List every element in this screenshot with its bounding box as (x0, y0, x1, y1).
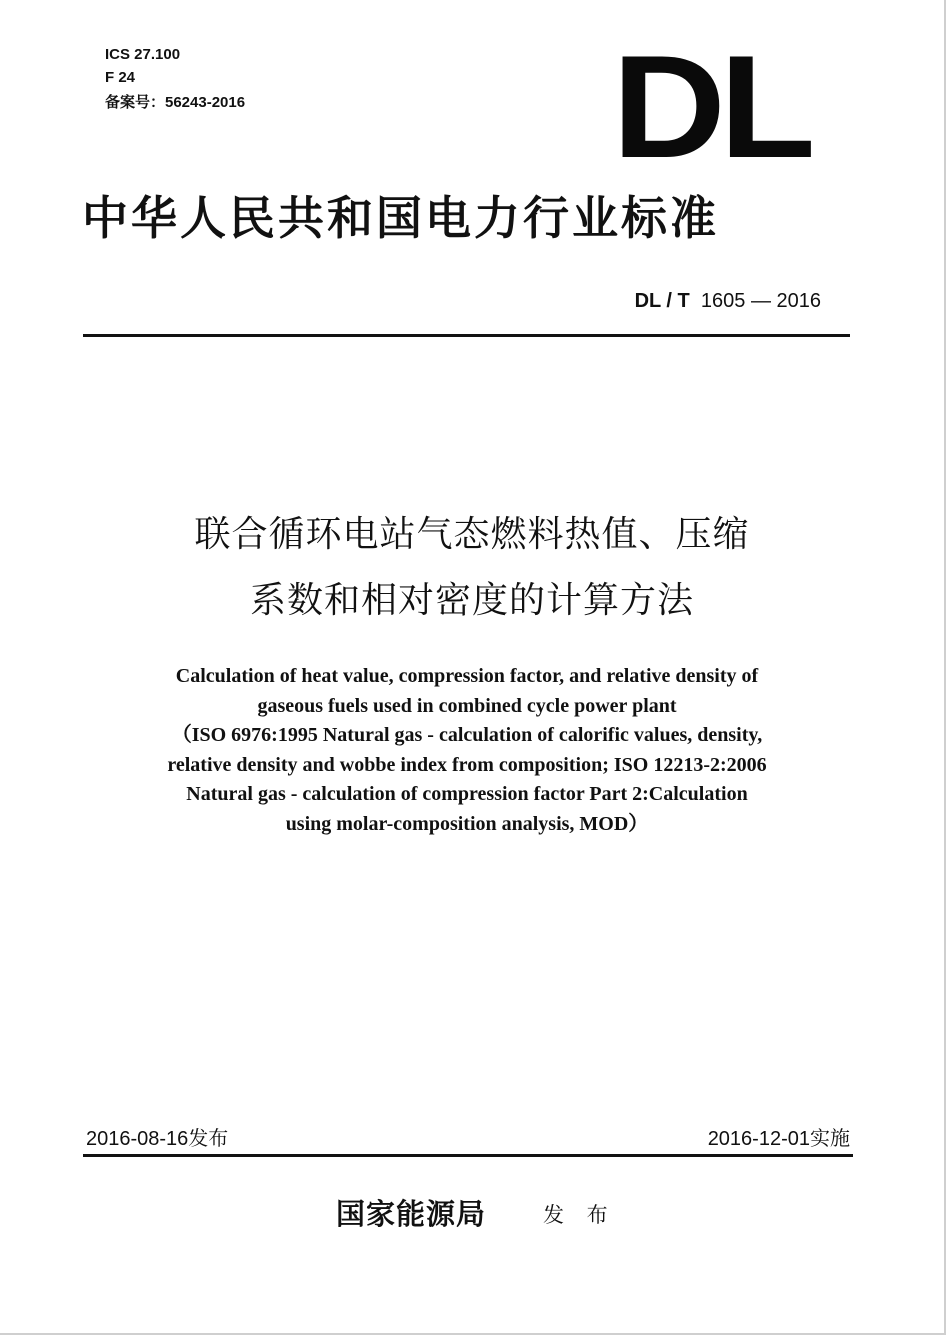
chinese-title-line-2: 系数和相对密度的计算方法 (249, 580, 694, 621)
standard-number (635, 286, 821, 316)
record-number: 备案号：56243-2016 (105, 94, 246, 111)
standard-number-value: 1605 — 2016 (700, 290, 821, 312)
publisher-name: 国家能源局 (336, 1197, 487, 1231)
english-title-line: relative density and wobbe index from composition; ISO 12213-2:2006 (167, 753, 767, 776)
chinese-title-line-1: 联合循环电站气态燃料热值、压缩 (194, 514, 750, 555)
category-code: F 24 (105, 69, 136, 86)
english-title (0, 662, 934, 840)
publish-label: 发 布 (543, 1203, 616, 1227)
english-title-line: gaseous fuels used in combined cycle power plant (257, 694, 677, 717)
english-title-line: using molar-composition analysis, MOD） (285, 812, 649, 835)
english-title-line: Calculation of heat value, compression factor, and relative density of (175, 665, 759, 687)
english-title-line: （ISO 6976:1995 Natural gas - calculation of calorific values, density, (171, 724, 763, 747)
english-title-line: Natural gas - calculation of compression factor Part 2:Calculation (186, 783, 748, 806)
issue-date: 2016-08-16发布 (86, 1128, 229, 1150)
standard-number-prefix: DL / T (634, 290, 690, 312)
top-divider (83, 334, 850, 337)
dl-logo: DL (612, 25, 810, 188)
standard-title: 中华人民共和国电力行业标准 (82, 191, 719, 245)
implementation-date: 2016-12-01实施 (707, 1128, 850, 1150)
bottom-divider (83, 1154, 853, 1157)
ics-code: ICS 27.100 (105, 46, 181, 63)
